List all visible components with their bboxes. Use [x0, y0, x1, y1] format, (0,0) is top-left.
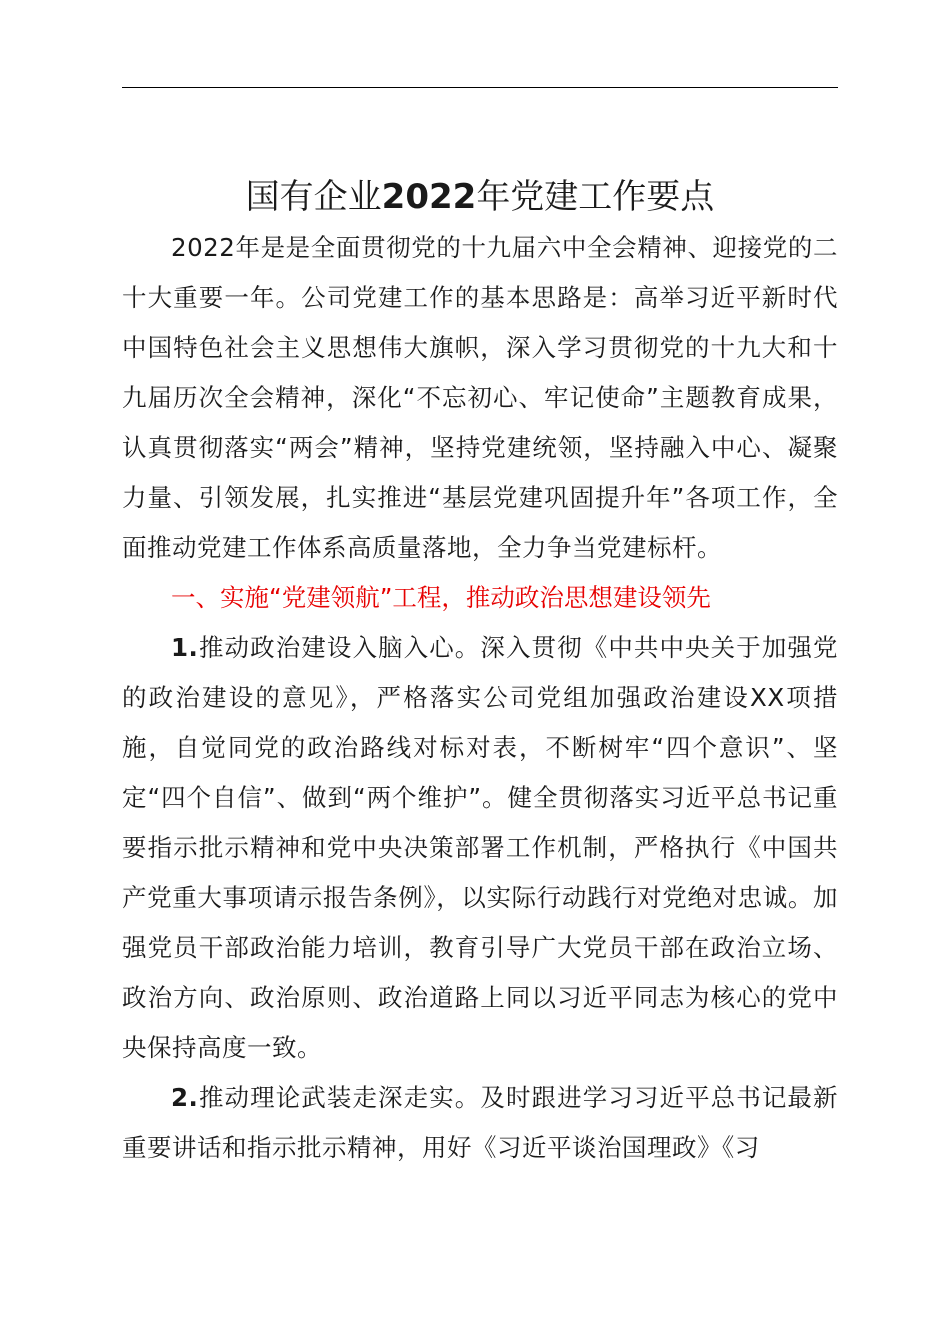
item-2-text: 推动理论武装走深走实。及时跟进学习习近平总书记最新重要讲话和指示批示精神，用好《习近平谈治国理政》《习 [122, 1083, 838, 1162]
item-1-number: 1. [171, 633, 199, 662]
item-2-number: 2. [171, 1083, 199, 1112]
document-body [122, 223, 838, 1173]
header-rule [122, 87, 838, 88]
item-1-text: 推动政治建设入脑入心。深入贯彻《中共中央关于加强党的政治建设的意见》，严格落实公司党组加强政治建设XX项措施，自觉同党的政治路线对标对表，不断树牢“四个意识”、坚定“四个自信”、做到“两个维护”。健全贯彻落实习近平总书记重要指示批示精神和党中央决策部署工作机制，严格执行《中国共产党重大事项请示报告条例》，以实际行动践行对党绝对忠诚。加强党员干部政治能力培训，教育引导广大党员干部在政治立场、政治方向、政治原则、政治道路上同以习近平同志为核心的党中央保持高度一致。 [122, 633, 838, 1062]
item-1-paragraph [122, 623, 838, 1073]
title-suffix: 年党建工作要点 [476, 176, 715, 217]
title-year: 2022 [381, 176, 477, 217]
title-prefix: 国有企业 [245, 176, 382, 217]
item-2-paragraph [122, 1073, 838, 1173]
section-heading: 一、实施“党建领航”工程，推动政治思想建设领先 [171, 583, 711, 612]
document-title [122, 173, 838, 221]
intro-paragraph: 2022年是是全面贯彻党的十九届六中全会精神、迎接党的二十大重要一年。公司党建工作的基本思路是：高举习近平新时代中国特色社会主义思想伟大旗帜，深入学习贯彻党的十九大和十九届历次全会精神，深化“不忘初心、牢记使命”主题教育成果，认真贯彻落实“两会”精神，坚持党建统领，坚持融入中心、凝聚力量、引领发展，扎实推进“基层党建巩固提升年”各项工作，全面推动党建工作体系高质量落地，全力争当党建标杆。 [122, 233, 838, 562]
